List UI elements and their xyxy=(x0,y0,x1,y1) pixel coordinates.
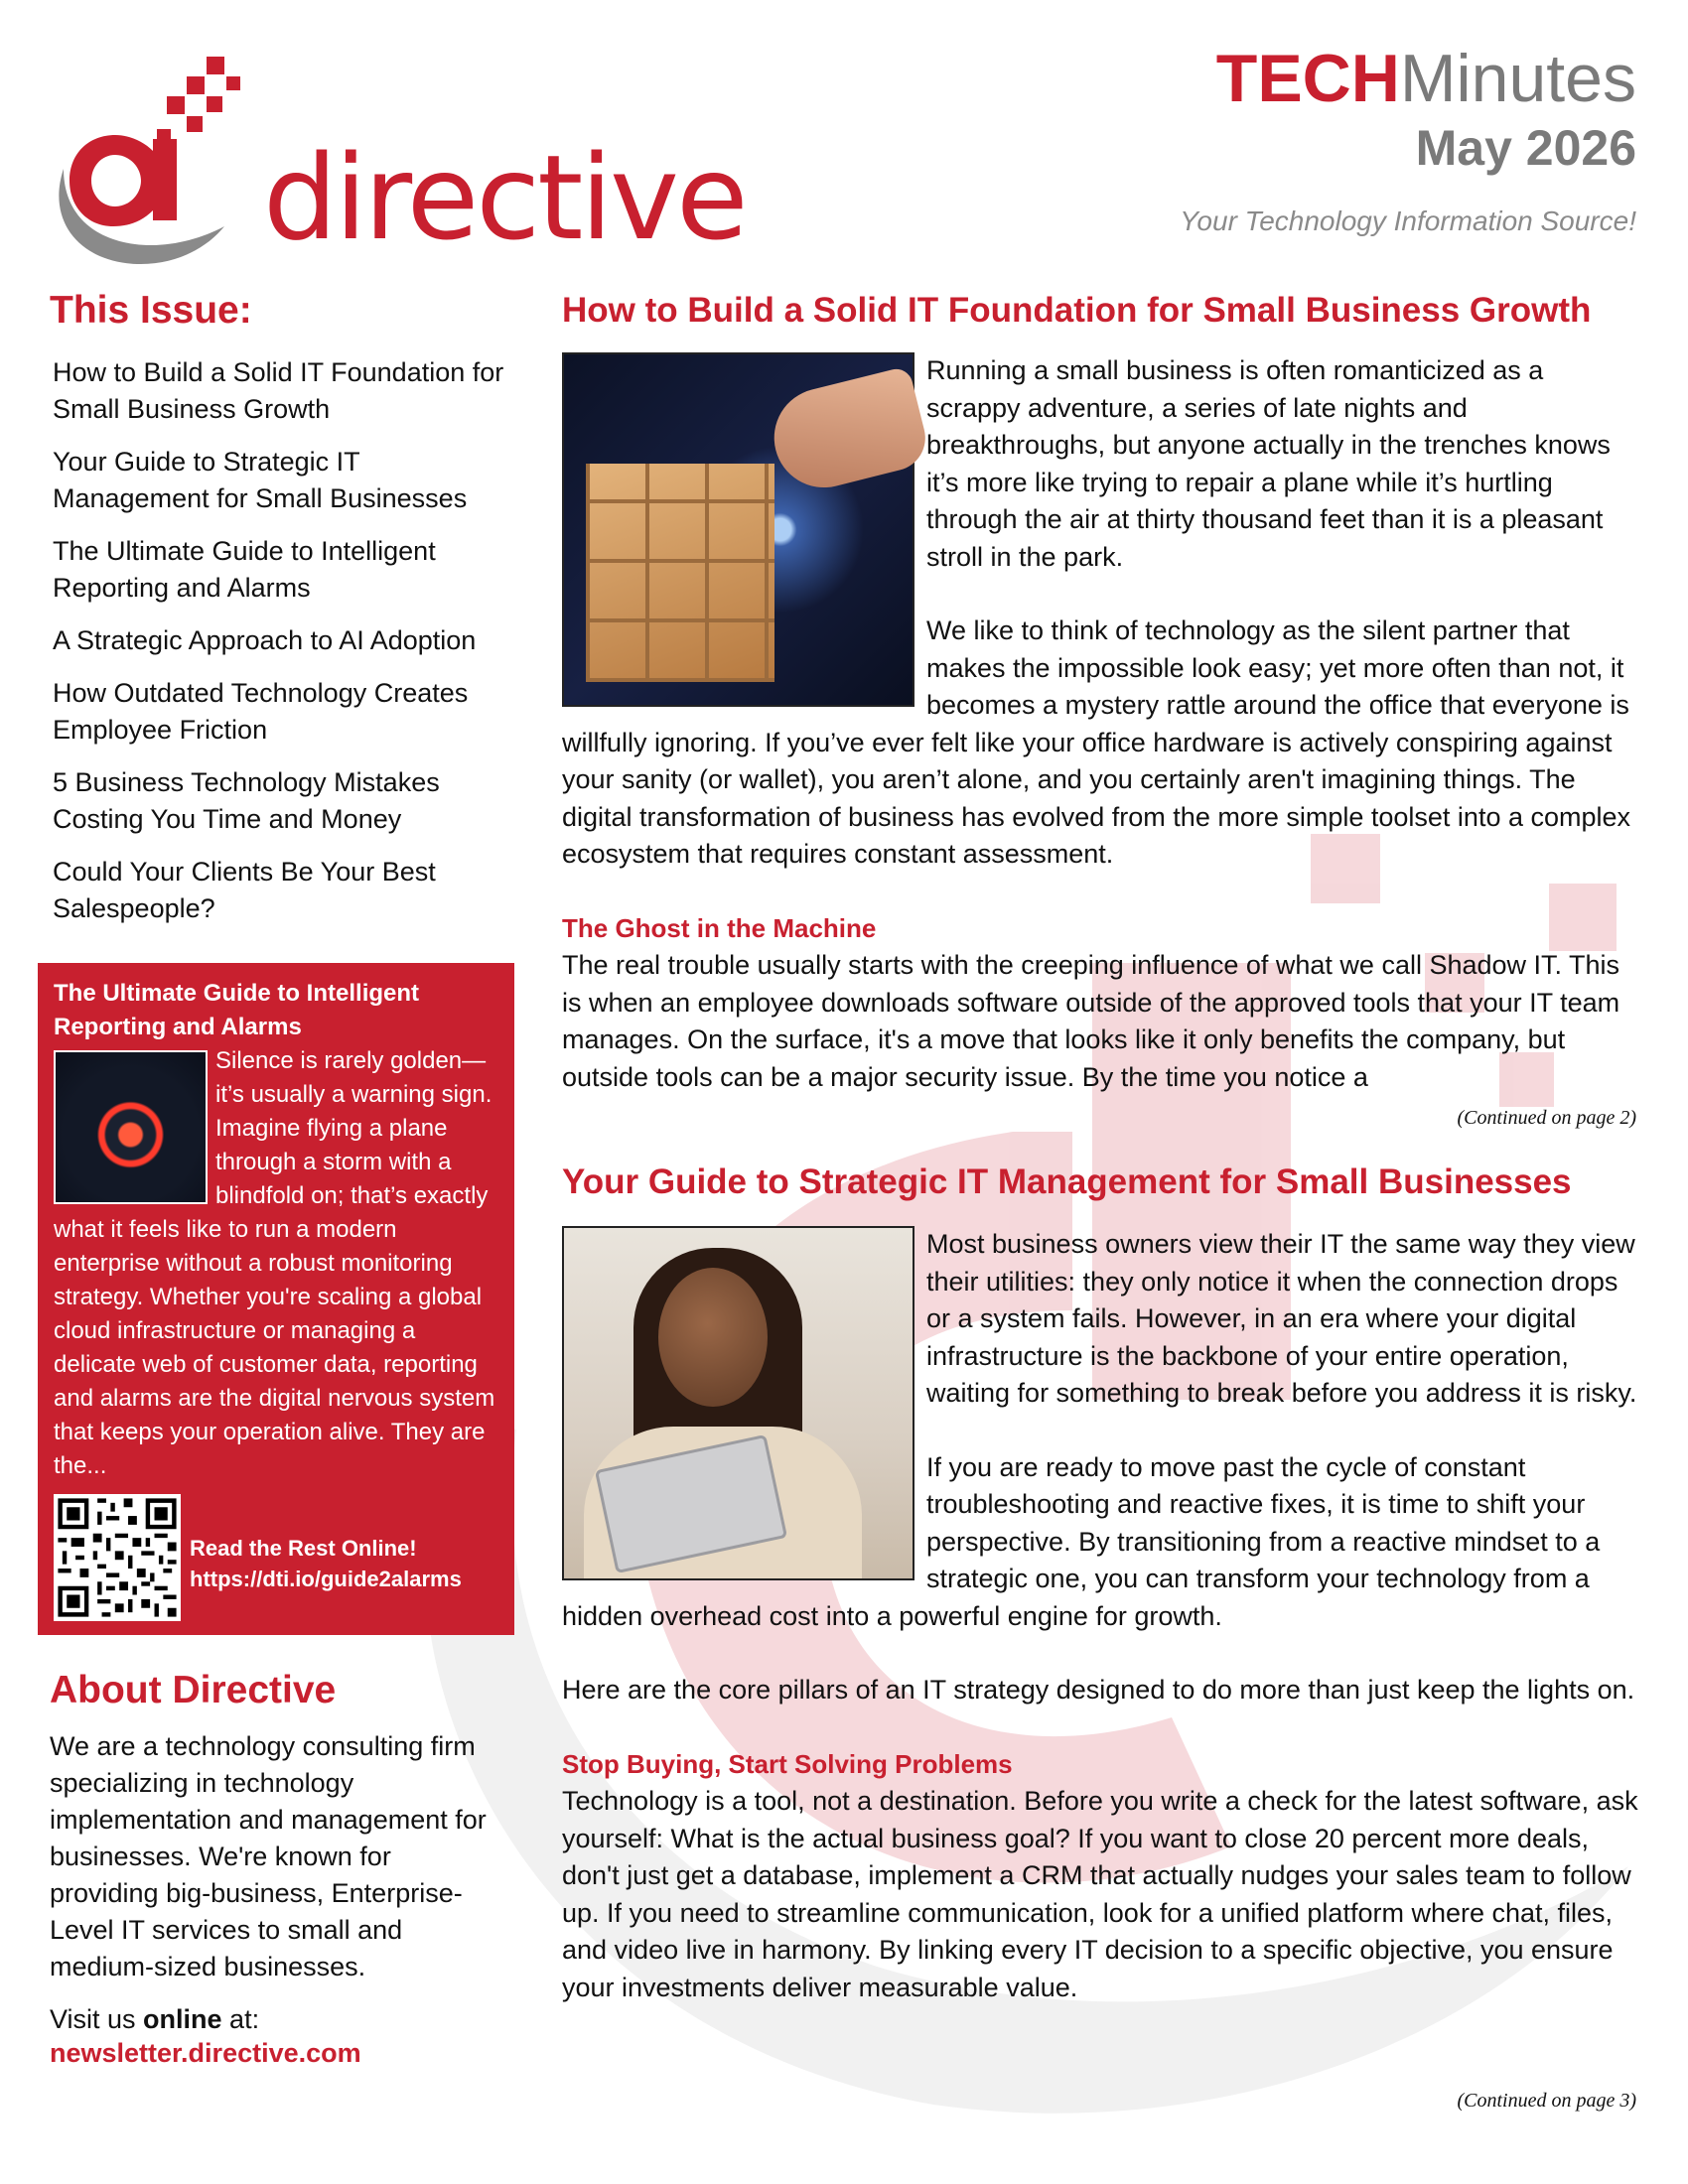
table-of-contents xyxy=(50,288,516,943)
toc-item[interactable]: How Outdated Technology Creates Employee Friction xyxy=(53,677,469,745)
wooden-cube-hand-image xyxy=(562,352,914,707)
article2-paragraph: Technology is a tool, not a destination. Before you write a check for the latest software, ask yourself: What is the actual business goal? If you want to close 20 percent more deals, don't just get a database, implement a CRM that actually nudges your sales team to follow up. If you need to streamline communication, look for a unified platform where chat, files, and video live in harmony. By linking every IT decision to a specific objective, you ensure your investments deliver measurable value. xyxy=(562,1786,1638,2002)
article1-continued: (Continued on page 2) xyxy=(1457,1107,1636,1129)
about-heading: About Directive xyxy=(50,1669,337,1711)
about-section xyxy=(50,1668,496,2069)
toc-item[interactable]: 5 Business Technology Mistakes Costing You Time and Money xyxy=(53,766,440,834)
toc-item[interactable]: A Strategic Approach to AI Adoption xyxy=(53,624,477,655)
article2-title: Your Guide to Strategic IT Management for Small Businesses xyxy=(562,1162,1572,1201)
read-online-block xyxy=(190,1533,462,1594)
article2-continued: (Continued on page 3) xyxy=(1457,2090,1636,2112)
article1-body xyxy=(562,352,1638,1096)
visit-bold: online xyxy=(143,2003,222,2034)
featured-title: The Ultimate Guide to Intelligent Reporting and Alarms xyxy=(54,980,420,1040)
newsletter-title xyxy=(1180,40,1636,117)
toc-item[interactable]: Your Guide to Strategic IT Management for Small Businesses xyxy=(53,446,468,513)
article2-body xyxy=(562,1226,1638,2006)
featured-text: Silence is rarely golden—it’s usually a warning sign. Imagine flying a plane through a storm with a blindfold on; that’s exactly what it feels like to run a modern enterprise without a robust monitoring strategy. Whether you're scaling a global cloud infrastructure or managing a delicate web of customer data, reporting and alarms are the digital nervous system that keeps your operation alive. They are the... xyxy=(54,1047,495,1479)
logo-mark-icon xyxy=(50,52,248,270)
issue-date: May 2026 xyxy=(1415,120,1636,177)
toc-item[interactable]: The Ultimate Guide to Intelligent Reporting and Alarms xyxy=(53,535,436,603)
article2-paragraph: If you are ready to move past the cycle of constant troubleshooting and reactive fixes, it is time to shift your perspective. By transitioning from a reactive mindset to a strategic one, you can transform your technology from a hidden overhead cost into a powerful engine for growth. xyxy=(562,1451,1601,1631)
hand-shape xyxy=(764,365,932,497)
article1-paragraph: Running a small business is often romanticized as a scrappy adventure, a series of late nights and breakthroughs, but anyone actually in the trenches knows it’s more like trying to repair a plane while it’s hurtling through the air at thirty thousand feet than it is a pleasant stroll in the park. xyxy=(926,355,1611,572)
featured-text-block xyxy=(54,1044,502,1483)
about-text: We are a technology consulting firm specializing in technology implementation and management for businesses. We're known for providing big-business, Enterprise-Level IT services to small and medium-sized businesses. xyxy=(50,1730,487,1981)
featured-article-box xyxy=(38,963,514,1635)
article1-paragraph: The real trouble usually starts with the creeping influence of what we call Shadow IT. This is when an employee downloads software outside of the approved tools that your IT team manages. On the surface, it's a move that looks like it only benefits the company, but outside tools can be a major security issue. By the time you notice a xyxy=(562,950,1620,1092)
face-shape xyxy=(658,1268,768,1407)
title-rest: Minutes xyxy=(1399,41,1636,116)
cube-shape xyxy=(586,464,774,682)
visit-suffix: at: xyxy=(221,2003,260,2034)
toc-item[interactable]: Could Your Clients Be Your Best Salespeople? xyxy=(53,856,436,923)
visit-line xyxy=(50,2001,496,2038)
article2-paragraph: Most business owners view their IT the same way they view their utilities: they only notice it when the connection drops or a system fails. However, in an era where your digital infrastructure is the backbone of your entire operation, waiting for something to break before you address it is risky. xyxy=(926,1229,1637,1408)
visit-prefix: Visit us xyxy=(50,2003,144,2034)
toc-heading: This Issue: xyxy=(50,289,252,332)
woman-with-tablet-image xyxy=(562,1226,914,1580)
title-bold: TECH xyxy=(1215,41,1400,116)
newsletter-link[interactable]: newsletter.directive.com xyxy=(50,2037,361,2068)
directive-logo xyxy=(50,52,746,270)
tagline: Your Technology Information Source! xyxy=(1180,205,1636,237)
article1-subhead: The Ghost in the Machine xyxy=(562,912,877,943)
article1-title: How to Build a Solid IT Foundation for Small Business Growth xyxy=(562,291,1592,330)
article2-subhead: Stop Buying, Start Solving Problems xyxy=(562,1748,1013,1779)
toc-item[interactable]: How to Build a Solid IT Foundation for Small Business Growth xyxy=(53,356,504,424)
read-online-label: Read the Rest Online! xyxy=(190,1536,417,1561)
article2-paragraph: Here are the core pillars of an IT strategy designed to do more than just keep the lights on. xyxy=(562,1675,1635,1705)
qr-code-icon[interactable] xyxy=(54,1494,181,1621)
masthead xyxy=(1180,40,1636,237)
article1-paragraph: We like to think of technology as the silent partner that makes the impossible look easy; yet more often than not, it becomes a mystery rattle around the office that everyone is willfully ignoring. If you’ve ever felt like your office hardware is actively conspiring against your sanity (or wallet), you aren’t alone, and you certainly aren't imagining things. The digital transformation of business has evolved from the more simple toolset into a complex ecosystem that requires constant assessment. xyxy=(562,615,1631,869)
read-online-link[interactable]: https://dti.io/guide2alarms xyxy=(190,1567,462,1591)
image-spacer xyxy=(54,1044,215,1208)
brand-wordmark: directive xyxy=(263,129,746,266)
